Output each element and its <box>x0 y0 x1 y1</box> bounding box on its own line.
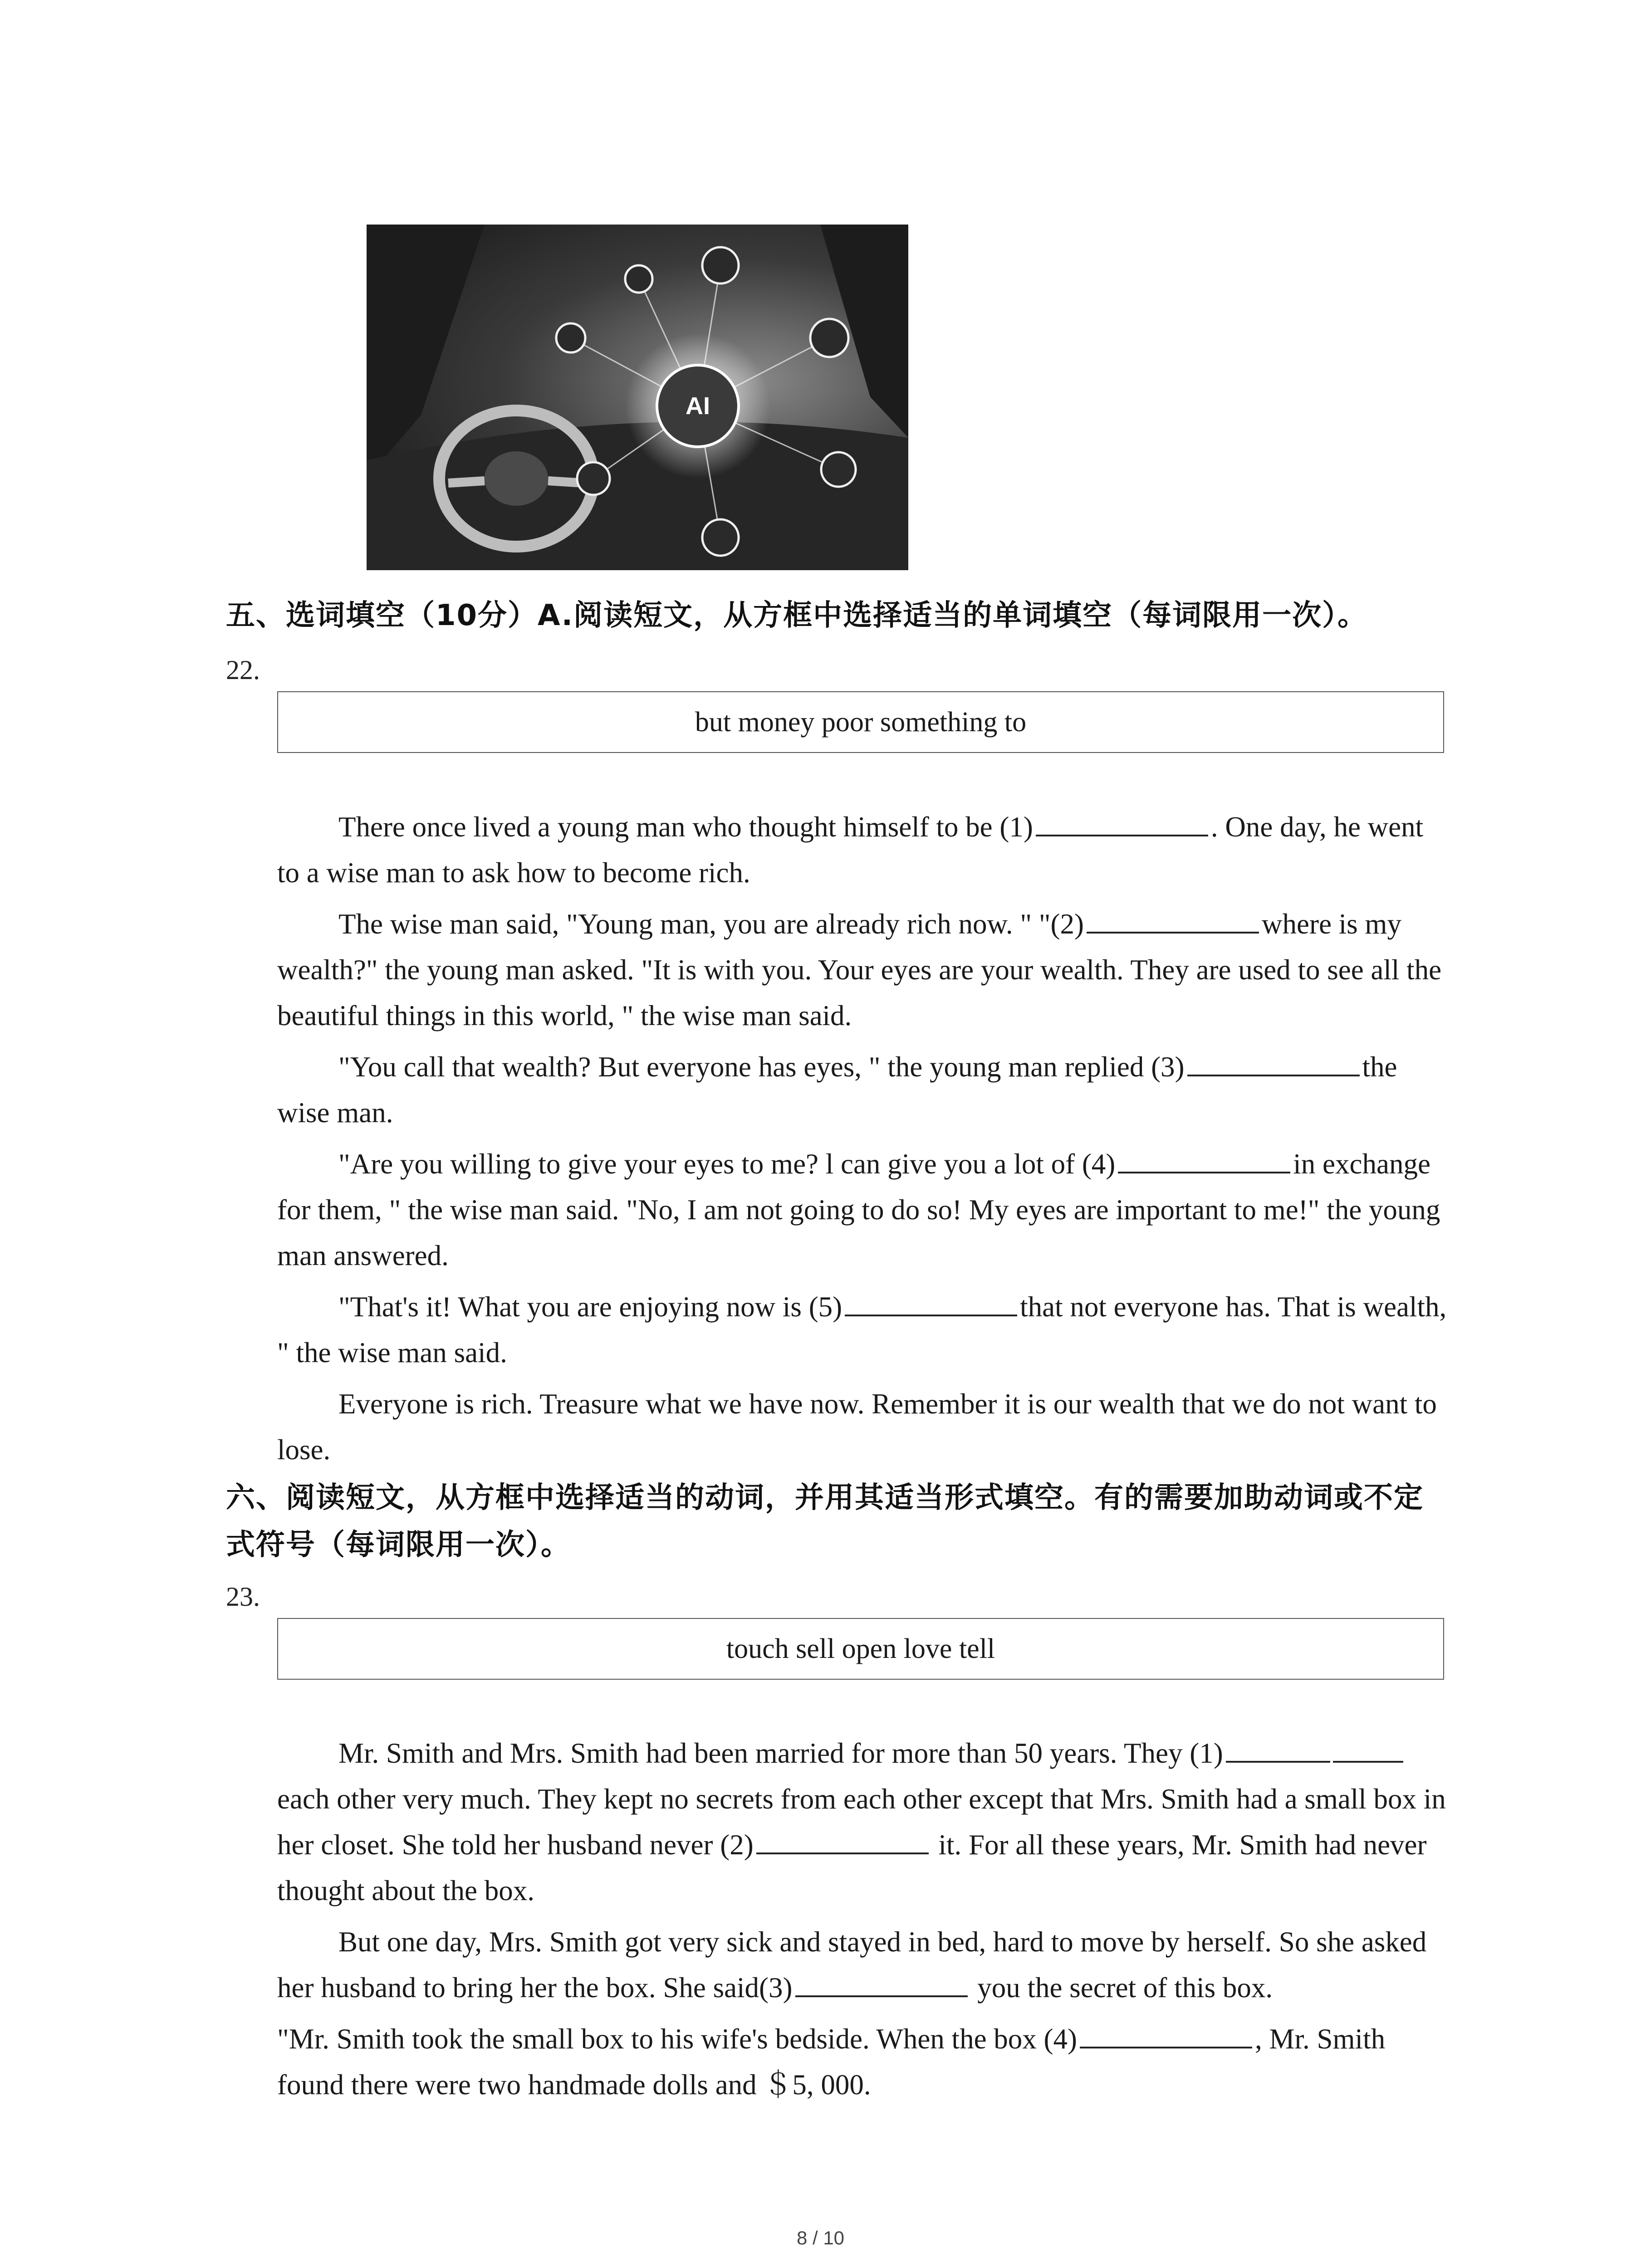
word-box-22-text: but money poor something to <box>695 706 1027 738</box>
section-6-heading-line-2: 式符号（每词限用一次）。 <box>226 1528 571 1562</box>
passage-22-paragraph-4: "Are you willing to give your eyes to me? l can give you a lot of (4) in exchange for them, " the wise man said. "No, I am not going to do so! My eyes are important to me!" the young man answered. <box>277 1141 1448 1279</box>
word-box-23 <box>277 1618 1444 1680</box>
passage-23 <box>277 1730 1448 2113</box>
passage-22-paragraph-5: "That's it! What you are enjoying now is (5) that not everyone has. That is wealth, " the wise man said. <box>277 1284 1448 1376</box>
svg-text:AI: AI <box>686 392 710 420</box>
ai-car-graphic <box>367 225 908 570</box>
passage-22-paragraph-1: There once lived a young man who thought himself to be (1) . One day, he went to a wise man to ask how to become rich. <box>277 804 1448 896</box>
word-box-22 <box>277 691 1444 753</box>
blank-23-2[interactable] <box>756 1826 929 1854</box>
word-box-23-text: touch sell open love tell <box>726 1633 995 1664</box>
passage-22-paragraph-2: The wise man said, "Young man, you are already rich now. " "(2) where is my wealth?" the young man asked. "It is with you. Your eyes are your wealth. They are used to see all the beautiful things in this world, " the wise man said. <box>277 901 1448 1039</box>
blank-22-3[interactable] <box>1187 1048 1360 1076</box>
blank-22-5[interactable] <box>845 1288 1017 1316</box>
blank-22-4[interactable] <box>1118 1145 1290 1173</box>
blank-22-1[interactable] <box>1036 808 1208 836</box>
passage-23-paragraph-2: But one day, Mrs. Smith got very sick and stayed in bed, hard to move by herself. So she asked her husband to bring her the box. She said(3) you the secret of this box. <box>277 1926 1427 2004</box>
passage-22 <box>277 804 1448 1478</box>
passage-23-paragraph-3: "Mr. Smith took the small box to his wife's bedside. When the box (4) , Mr. Smith found there were two handmade dolls and ＄5, 000. <box>277 2016 1448 2108</box>
passage-23-paragraph-1: Mr. Smith and Mrs. Smith had been married for more than 50 years. They (1) each other very much. They kept no secrets from each other except that Mrs. Smith had a small box in her closet. She told her husband never (2) it. For all these years, Mr. Smith had never thought about the box. <box>277 1730 1448 1914</box>
section-6-heading-line-1: 六、阅读短文，从方框中选择适当的动词，并用其适当形式填空。有的需要加助动词或不定 <box>226 1481 1424 1515</box>
blank-23-4[interactable] <box>1080 2020 1252 2048</box>
page-number: 8 / 10 <box>796 2227 845 2248</box>
section-5-heading: 五、选词填空（10分）A.阅读短文，从方框中选择适当的单词填空（每词限用一次）。 <box>226 599 1368 632</box>
ai-car-illustration <box>367 225 908 570</box>
section-6-heading <box>226 1474 1469 1569</box>
blank-23-1-continued[interactable] <box>1333 1735 1403 1763</box>
blank-23-1[interactable] <box>1226 1735 1330 1763</box>
question-22-number: 22. <box>226 655 260 685</box>
question-23-number: 23. <box>226 1582 260 1612</box>
passage-22-paragraph-6: Everyone is rich. Treasure what we have now. Remember it is our wealth that we do not want to lose. <box>277 1388 1437 1466</box>
blank-22-2[interactable] <box>1087 905 1259 934</box>
passage-22-paragraph-3: "You call that wealth? But everyone has eyes, " the young man replied (3) the wise man. <box>277 1044 1448 1136</box>
blank-23-3[interactable] <box>795 1969 968 1997</box>
